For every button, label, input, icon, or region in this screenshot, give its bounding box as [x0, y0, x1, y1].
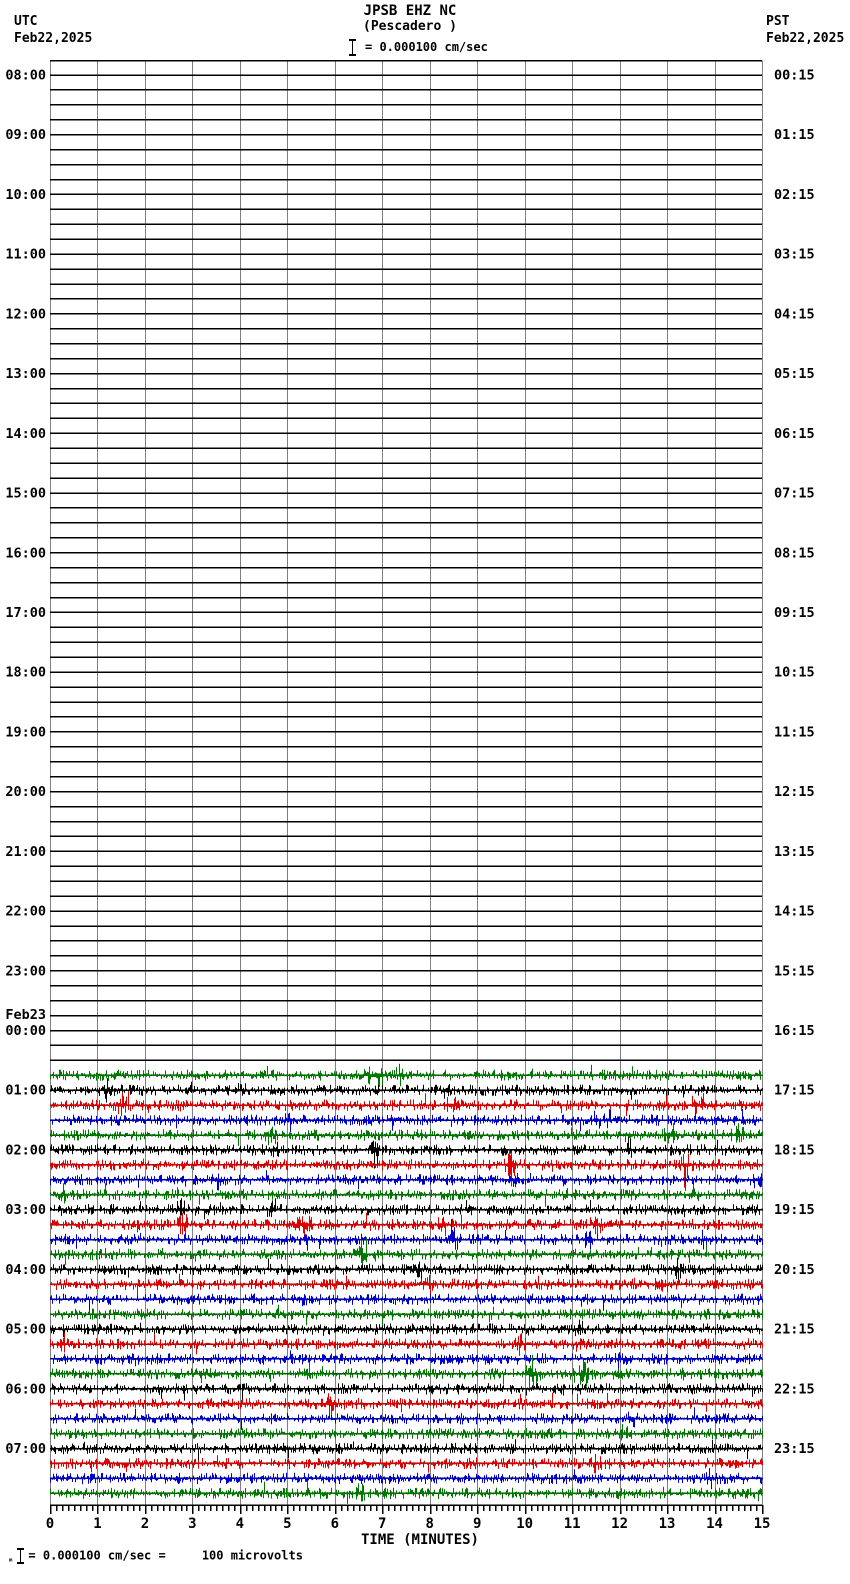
pst-time-labels-item: 19:15 — [774, 1202, 815, 1219]
utc-time-labels-item: 13:00 — [5, 366, 46, 383]
pst-time-labels-item: 22:15 — [774, 1381, 815, 1398]
pst-time-labels — [774, 68, 815, 1458]
x-axis-tick-labels-item: 3 — [188, 1516, 197, 1532]
pst-time-labels-item: 06:15 — [774, 425, 815, 442]
utc-time-labels-item: 03:00 — [5, 1202, 46, 1219]
trace-row — [51, 1109, 763, 1132]
utc-time-labels-item: 04:00 — [5, 1261, 46, 1278]
trace-row — [51, 1238, 763, 1266]
timezone-left-label: UTC — [14, 14, 38, 29]
pst-time-labels-item: 16:15 — [774, 1023, 815, 1040]
pst-time-labels-item: 11:15 — [774, 724, 815, 741]
pst-time-labels-item: 05:15 — [774, 366, 815, 383]
date-left-label: Feb22,2025 — [14, 31, 93, 46]
scale-bar-icon — [17, 1548, 24, 1564]
pst-time-labels-item: 10:15 — [774, 664, 815, 681]
trace-row — [51, 1149, 763, 1191]
trace-row — [51, 1407, 763, 1430]
trace-row — [51, 1213, 763, 1240]
pst-time-labels-item: 07:15 — [774, 485, 815, 502]
amplitude-scale-text: = 0.000100 cm/sec — [365, 40, 488, 54]
pst-time-labels-item: 01:15 — [774, 127, 815, 144]
utc-time-labels-item: 18:00 — [5, 664, 46, 681]
station-title: JPSB EHZ NC — [363, 3, 457, 19]
utc-time-labels-item: 22:00 — [5, 903, 46, 920]
pst-time-labels-item: 09:15 — [774, 604, 815, 621]
trace-row — [51, 1078, 763, 1102]
utc-time-labels-item: 06:00 — [5, 1381, 46, 1398]
trace-row — [51, 1468, 763, 1489]
trace-row — [51, 1183, 763, 1206]
trace-row — [51, 1383, 763, 1401]
x-axis-ticks — [51, 1505, 763, 1514]
footer-scale-text: = 0.000100 cm/sec = 100 microvolts — [28, 1548, 303, 1563]
pst-time-labels-item: 20:15 — [774, 1261, 815, 1278]
utc-time-labels-item: 10:00 — [5, 186, 46, 203]
pst-time-labels-item: 18:15 — [774, 1142, 815, 1159]
utc-time-labels-item: 05:00 — [5, 1321, 46, 1338]
x-axis-tick-labels-item: 8 — [425, 1516, 434, 1532]
x-axis-tick-labels-item: 7 — [378, 1516, 387, 1532]
trace-row — [51, 1320, 763, 1338]
x-axis-tick-labels-item: 4 — [235, 1516, 245, 1532]
utc-time-labels-item: 23:00 — [5, 963, 46, 980]
utc-time-labels-item: 00:00 — [5, 1023, 46, 1040]
trace-row — [51, 1305, 763, 1327]
trace-row — [51, 1393, 763, 1419]
footer-prefix-glyph: ₘ — [8, 1554, 14, 1565]
trace-row — [51, 1333, 763, 1356]
x-axis-tick-labels-item: 11 — [563, 1516, 581, 1532]
footer-scale-note — [8, 1548, 303, 1565]
trace-row — [51, 1123, 763, 1146]
pst-time-labels-item: 21:15 — [774, 1321, 815, 1338]
trace-row — [51, 1091, 763, 1116]
trace-row — [51, 1454, 763, 1474]
trace-row — [51, 1482, 763, 1504]
utc-time-labels-item: 17:00 — [5, 604, 46, 621]
pst-time-labels-item: 12:15 — [774, 784, 815, 801]
x-axis-title-item: TIME (MINUTES) — [360, 1532, 480, 1548]
utc-time-labels-item: 09:00 — [5, 127, 46, 144]
utc-time-labels-item: Feb23 — [5, 1007, 46, 1024]
pst-time-labels-item: 17:15 — [774, 1082, 815, 1099]
station-name: (Pescadero ) — [363, 19, 457, 34]
pst-time-labels-item: 08:15 — [774, 545, 815, 562]
x-axis-tick-labels-item: 13 — [658, 1516, 676, 1532]
utc-time-labels-item: 02:00 — [5, 1142, 46, 1159]
x-axis-title — [361, 1532, 479, 1548]
utc-time-labels-item: 11:00 — [5, 246, 46, 263]
utc-time-labels-item: 07:00 — [5, 1441, 46, 1458]
x-axis-tick-labels-item: 2 — [140, 1516, 150, 1532]
x-axis-tick-labels-item: 6 — [330, 1516, 340, 1532]
x-axis-tick-labels-item: 10 — [516, 1516, 534, 1532]
x-axis-tick-labels-item: 15 — [753, 1516, 771, 1532]
x-axis-tick-labels-item: 9 — [472, 1516, 482, 1532]
utc-time-labels-item: 19:00 — [5, 724, 46, 741]
trace-row — [51, 1274, 763, 1298]
x-axis-tick-labels-item: 12 — [611, 1516, 629, 1532]
trace-row — [51, 1424, 763, 1441]
pst-time-labels-item: 04:15 — [774, 306, 815, 323]
pst-time-labels-item: 23:15 — [774, 1441, 815, 1458]
utc-time-labels-item: 01:00 — [5, 1082, 46, 1099]
trace-row — [51, 1350, 763, 1369]
utc-time-labels-item: 14:00 — [5, 425, 46, 442]
pst-time-labels-item: 03:15 — [774, 246, 815, 263]
trace-row — [51, 1198, 763, 1219]
x-axis-tick-labels-item: 0 — [45, 1516, 55, 1532]
pst-time-labels-item: 14:15 — [774, 903, 815, 920]
pst-time-labels-item: 00:15 — [774, 67, 815, 84]
trace-row — [51, 1170, 763, 1190]
utc-time-labels — [5, 68, 46, 1458]
utc-time-labels-item: 16:00 — [5, 545, 46, 562]
date-right-label: Feb22,2025 — [766, 31, 845, 46]
x-axis-tick-labels-item: 1 — [93, 1516, 102, 1532]
utc-time-labels-item: 21:00 — [5, 843, 46, 860]
trace-row — [51, 1294, 763, 1311]
utc-time-labels-item: 12:00 — [5, 306, 46, 323]
x-axis-tick-labels-item: 5 — [283, 1516, 292, 1532]
seismic-traces — [51, 1064, 763, 1504]
timezone-right-label: PST — [766, 14, 790, 29]
x-axis-tick-labels-item: 14 — [706, 1516, 723, 1532]
pst-time-labels-item: 02:15 — [774, 186, 815, 203]
trace-row — [51, 1439, 763, 1460]
utc-time-labels-item: 20:00 — [5, 784, 46, 801]
utc-time-labels-item: 15:00 — [5, 485, 46, 502]
x-axis-tick-labels — [46, 1516, 771, 1532]
pst-time-labels-item: 15:15 — [774, 963, 815, 980]
pst-time-labels-item: 13:15 — [774, 843, 815, 860]
utc-time-labels-item: 08:00 — [5, 67, 46, 84]
